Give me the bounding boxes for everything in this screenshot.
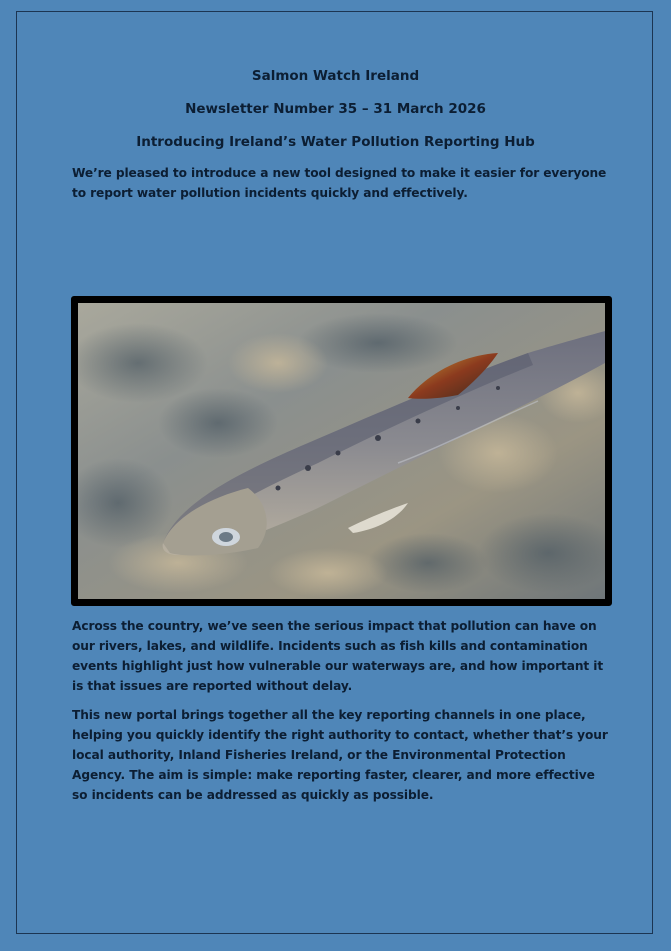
newsletter-title: Salmon Watch Ireland bbox=[251, 68, 420, 84]
article-title: Introducing Ireland’s Water Pollution Reporting Hub bbox=[136, 134, 535, 150]
newsletter-issue: Newsletter Number 35 – 31 March 2026 bbox=[185, 101, 486, 117]
body-paragraph-1: Across the country, we’ve seen the serious impact that pollution can have on our rivers, lakes, and wildlife. Incidents such as fish kills and contamination events highlight just how vulnerable our waterways are, and how important it is that issues are reported without delay. bbox=[72, 619, 604, 693]
fish-in-water-image bbox=[78, 303, 605, 599]
dead-fish-photo bbox=[71, 296, 612, 606]
intro-paragraph: We’re pleased to introduce a new tool designed to make it easier for everyone to report water pollution incidents quickly and effectively. bbox=[72, 166, 607, 200]
body-paragraph-2: This new portal brings together all the key reporting channels in one place, helping you quickly identify the right authority to contact, whether that’s your local authority, Inland Fisheries Ireland, or the Environmental Protection Agency. The aim is simple: make reporting faster, clearer, and more effective so incidents can be addressed as quickly as possible. bbox=[72, 708, 608, 802]
